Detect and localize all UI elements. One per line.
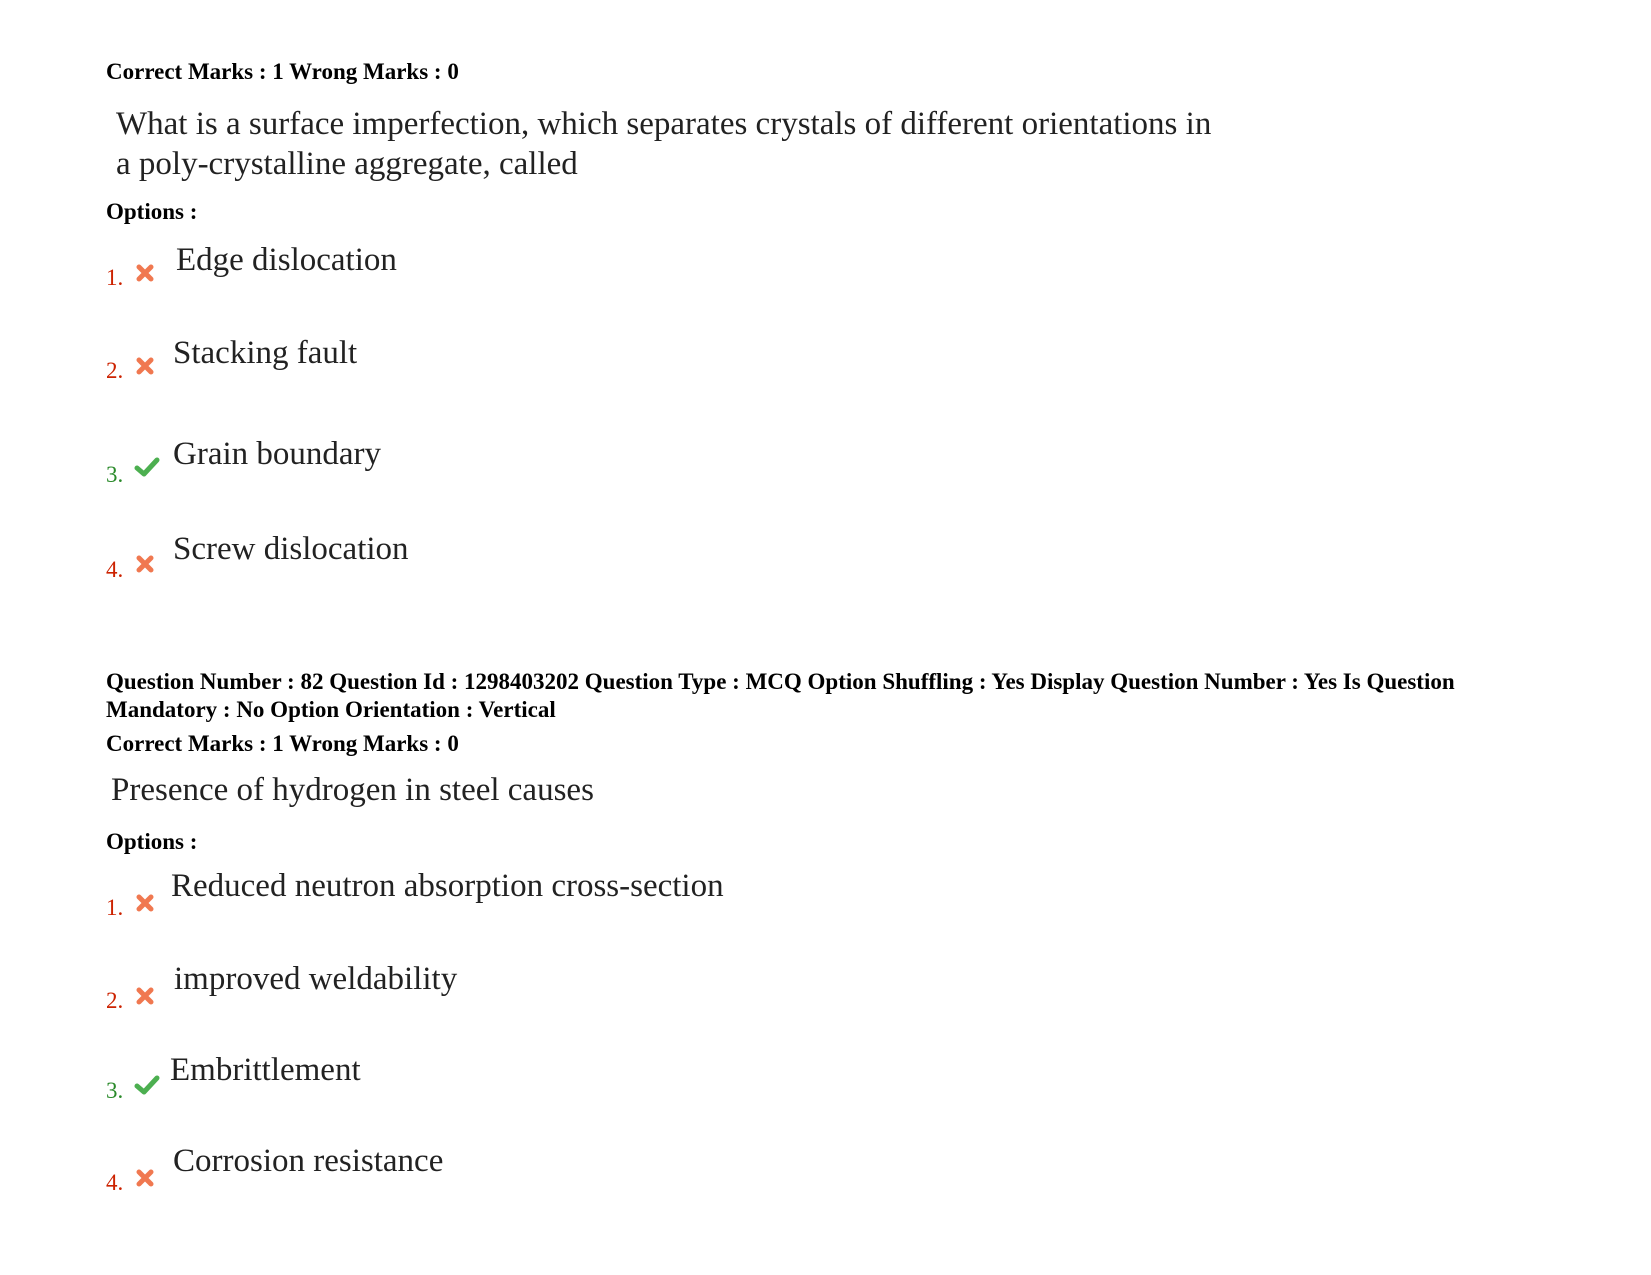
check-icon bbox=[134, 1074, 160, 1096]
cross-icon bbox=[134, 553, 156, 575]
option-number: 3. bbox=[106, 1078, 124, 1103]
cross-icon bbox=[134, 262, 156, 284]
cross-icon bbox=[134, 1167, 156, 1189]
option-number: 1. bbox=[106, 895, 124, 920]
option-text: Embrittlement bbox=[170, 1052, 361, 1088]
option-text: Corrosion resistance bbox=[173, 1143, 444, 1179]
cross-icon bbox=[134, 985, 156, 1007]
marks-line: Correct Marks : 1 Wrong Marks : 0 bbox=[106, 59, 459, 84]
option-text: Reduced neutron absorption cross-section bbox=[171, 868, 724, 904]
options-label: Options : bbox=[106, 199, 198, 224]
question-text-line: Presence of hydrogen in steel causes bbox=[111, 772, 594, 808]
check-icon bbox=[134, 456, 160, 478]
option-text: Screw dislocation bbox=[173, 531, 409, 567]
option-number: 4. bbox=[106, 1170, 124, 1195]
question-text bbox=[111, 770, 594, 810]
option-text: improved weldability bbox=[174, 961, 458, 997]
cross-icon bbox=[134, 892, 156, 914]
option-number: 3. bbox=[106, 462, 124, 487]
option-text: Edge dislocation bbox=[176, 242, 397, 278]
option-number: 4. bbox=[106, 557, 124, 582]
question-text-line: a poly-crystalline aggregate, called bbox=[116, 146, 578, 182]
option-number: 2. bbox=[106, 358, 124, 383]
option-number: 1. bbox=[106, 265, 124, 290]
option-text: Grain boundary bbox=[173, 436, 382, 472]
question-header: Question Number : 82 Question Id : 1298403202 Question Type : MCQ Option Shuffling : Yes Display Question Number : Yes Is Question Mandatory : No Option Orientation : Vertical bbox=[106, 669, 1455, 722]
option-text: Stacking fault bbox=[173, 335, 358, 371]
marks-line: Correct Marks : 1 Wrong Marks : 0 bbox=[106, 731, 459, 756]
question-text bbox=[116, 104, 1211, 184]
cross-icon bbox=[134, 355, 156, 377]
option-number: 2. bbox=[106, 988, 124, 1013]
options-label: Options : bbox=[106, 829, 198, 854]
question-text-line: What is a surface imperfection, which separates crystals of different orientations in bbox=[116, 106, 1212, 142]
